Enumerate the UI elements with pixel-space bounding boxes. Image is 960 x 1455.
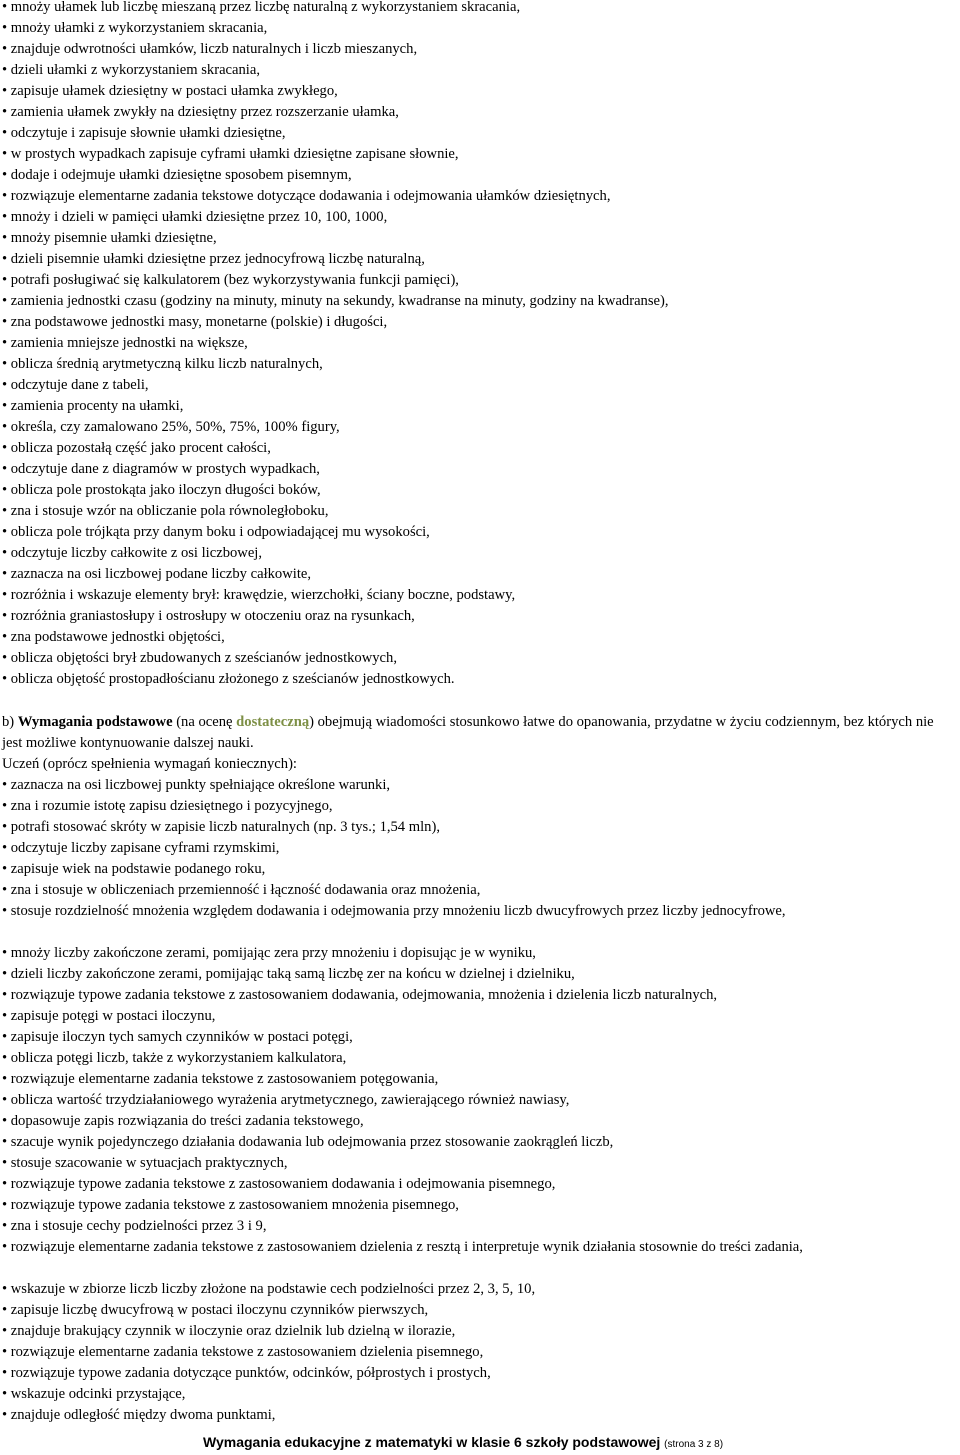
list-item: • odczytuje dane z tabeli, (2, 377, 149, 393)
list-item: • określa, czy zamalowano 25%, 50%, 75%, 100% figury, (2, 419, 340, 435)
list-item: • zaznacza na osi liczbowej punkty spełniające określone warunki, (2, 777, 391, 793)
list-item: • znajduje brakujący czynnik w iloczynie oraz dzielnik lub dzielną w ilorazie, (2, 1323, 456, 1339)
list-item: • mnoży ułamki z wykorzystaniem skracania, (2, 20, 268, 36)
list-item: • rozwiązuje typowe zadania tekstowe z zastosowaniem mnożenia pisemnego, (2, 1197, 459, 1213)
list-item: • dzieli pisemnie ułamki dziesiętne przez jednocyfrową liczbę naturalną, (2, 251, 425, 267)
list-item: • zna i rozumie istotę zapisu dziesiętnego i pozycyjnego, (2, 798, 333, 814)
list-item: • zamienia jednostki czasu (godziny na minuty, minuty na sekundy, kwadranse na minuty, godziny na kwadranse), (2, 293, 669, 309)
list-item: • oblicza potęgi liczb, także z wykorzystaniem kalkulatora, (2, 1050, 347, 1066)
list-item: • stosuje rozdzielność mnożenia względem dodawania i odejmowania przy mnożeniu liczb dwucyfrowych przez liczby jednocyfrowe, (2, 903, 786, 919)
section-b-prefix: b) (2, 714, 18, 730)
list-item: • zamienia mniejsze jednostki na większe, (2, 335, 248, 351)
list-item: • wskazuje w zbiorze liczb liczby złożone na podstawie cech podzielności przez 2, 3, 5, 10, (2, 1281, 536, 1297)
list-item: • oblicza pozostałą część jako procent całości, (2, 440, 271, 456)
section-b-title: Wymagania podstawowe (17, 714, 173, 730)
section-b-heading (2, 712, 957, 754)
list-item: • zamienia procenty na ułamki, (2, 398, 184, 414)
list-item: • mnoży ułamek lub liczbę mieszaną przez liczbę naturalną z wykorzystaniem skracania, (2, 0, 521, 15)
list-item: • rozróżnia graniastosłupy i ostrosłupy w otoczeniu oraz na rysunkach, (2, 608, 415, 624)
list-item: • oblicza objętości brył zbudowanych z sześcianów jednostkowych, (2, 650, 397, 666)
list-item: • wskazuje odcinki przystające, (2, 1386, 186, 1402)
list-item: • zapisuje potęgi w postaci iloczynu, (2, 1008, 216, 1024)
list-item: • zapisuje liczbę dwucyfrową w postaci iloczynu czynników pierwszych, (2, 1302, 429, 1318)
list-item: • rozwiązuje typowe zadania tekstowe z zastosowaniem dodawania i odejmowania pisemnego, (2, 1176, 556, 1192)
list-item: • odczytuje dane z diagramów w prostych wypadkach, (2, 461, 320, 477)
section-b-text-2: ) obejmują wiadomości stosunkowo łatwe do opanowania, przydatne w życiu codziennym, bez których nie jest możliwe kontynuowanie dalszej nauki. (2, 714, 934, 751)
grade-label: dostateczną (236, 714, 310, 730)
list-item: • rozróżnia i wskazuje elementy brył: krawędzie, wierzchołki, ściany boczne, podstawy, (2, 587, 516, 603)
list-item: • znajduje odwrotności ułamków, liczb naturalnych i liczb mieszanych, (2, 41, 418, 57)
list-item: • potrafi posługiwać się kalkulatorem (bez wykorzystywania funkcji pamięci), (2, 272, 459, 288)
list-item: • zapisuje iloczyn tych samych czynników w postaci potęgi, (2, 1029, 353, 1045)
list-item: • dodaje i odejmuje ułamki dziesiętne sposobem pisemnym, (2, 167, 352, 183)
list-item: • rozwiązuje elementarne zadania tekstowe z zastosowaniem potęgowania, (2, 1071, 439, 1087)
footer-page-number: (strona 3 z 8) (664, 1439, 724, 1450)
list-item: • oblicza wartość trzydziałaniowego wyrażenia arytmetycznego, zawierającego również nawiasy, (2, 1092, 570, 1108)
list-item: • stosuje szacowanie w sytuacjach praktycznych, (2, 1155, 288, 1171)
list-item: • odczytuje i zapisuje słownie ułamki dziesiętne, (2, 125, 286, 141)
list-item: • zapisuje wiek na podstawie podanego roku, (2, 861, 266, 877)
list-item: • odczytuje liczby całkowite z osi liczbowej, (2, 545, 263, 561)
list-item: • w prostych wypadkach zapisuje cyframi ułamki dziesiętne zapisane słownie, (2, 146, 459, 162)
footer-text (203, 1432, 723, 1455)
list-item: • znajduje odległość między dwoma punktami, (2, 1407, 276, 1423)
list-item: • oblicza pole prostokąta jako iloczyn długości boków, (2, 482, 321, 498)
list-item: • oblicza pole trójkąta przy danym boku i odpowiadającej mu wysokości, (2, 524, 430, 540)
list-item: • zna podstawowe jednostki masy, monetarne (polskie) i długości, (2, 314, 388, 330)
list-item: • zaznacza na osi liczbowej podane liczby całkowite, (2, 566, 311, 582)
list-item: • zna i stosuje cechy podzielności przez 3 i 9, (2, 1218, 267, 1234)
list-item: • rozwiązuje elementarne zadania tekstowe z zastosowaniem dzielenia z resztą i interpretuje wynik działania stosownie do treści zadania, (2, 1239, 803, 1255)
list-item: • odczytuje liczby zapisane cyframi rzymskimi, (2, 840, 280, 856)
list-item: • rozwiązuje elementarne zadania tekstowe dotyczące dodawania i odejmowania ułamków dziesiętnych, (2, 188, 611, 204)
list-item: • mnoży i dzieli w pamięci ułamki dziesiętne przez 10, 100, 1000, (2, 209, 388, 225)
list-item: • mnoży liczby zakończone zerami, pomijając zera przy mnożeniu i dopisując je w wyniku, (2, 945, 536, 961)
section-b-intro: Uczeń (oprócz spełnienia wymagań koniecznych): (2, 756, 297, 772)
list-item: • szacuje wynik pojedynczego działania dodawania lub odejmowania przez stosowanie zaokrągleń liczb, (2, 1134, 614, 1150)
list-item: • dzieli ułamki z wykorzystaniem skracania, (2, 62, 260, 78)
list-item: • zna i stosuje wzór na obliczanie pola równoległoboku, (2, 503, 329, 519)
list-item: • zna i stosuje w obliczeniach przemienność i łączność dodawania oraz mnożenia, (2, 882, 481, 898)
list-item: • potrafi stosować skróty w zapisie liczb naturalnych (np. 3 tys.; 1,54 mln), (2, 819, 440, 835)
list-item: • dopasowuje zapis rozwiązania do treści zadania tekstowego, (2, 1113, 364, 1129)
list-item: • rozwiązuje elementarne zadania tekstowe z zastosowaniem dzielenia pisemnego, (2, 1344, 484, 1360)
footer-title: Wymagania edukacyjne z matematyki w klasie 6 szkoły podstawowej (203, 1434, 661, 1450)
list-item: • rozwiązuje typowe zadania tekstowe z zastosowaniem dodawania, odejmowania, mnożenia i dzielenia liczb naturalnych, (2, 987, 718, 1003)
section-b-text-1: (na ocenę (172, 714, 237, 730)
list-item: • dzieli liczby zakończone zerami, pomijając taką samą liczbę zer na końcu w dzielnej i dzielniku, (2, 966, 575, 982)
list-item: • rozwiązuje typowe zadania dotyczące punktów, odcinków, półprostych i prostych, (2, 1365, 491, 1381)
list-item: • mnoży pisemnie ułamki dziesiętne, (2, 230, 217, 246)
page-footer (0, 1432, 960, 1453)
list-item: • oblicza średnią arytmetyczną kilku liczb naturalnych, (2, 356, 323, 372)
list-item: • zapisuje ułamek dziesiętny w postaci ułamka zwykłego, (2, 83, 338, 99)
list-item: • zna podstawowe jednostki objętości, (2, 629, 225, 645)
list-item: • oblicza objętość prostopadłościanu złożonego z sześcianów jednostkowych. (2, 671, 455, 687)
list-item: • zamienia ułamek zwykły na dziesiętny przez rozszerzanie ułamka, (2, 104, 399, 120)
